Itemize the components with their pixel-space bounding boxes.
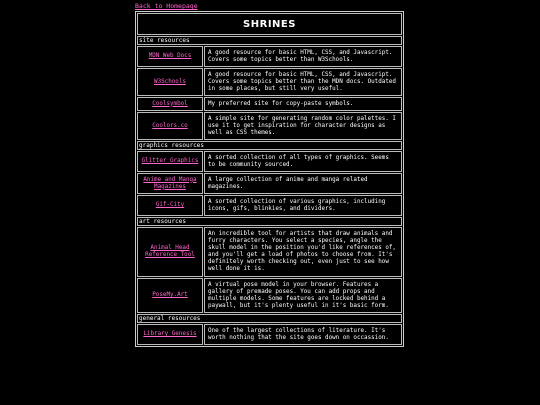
gif-city-link[interactable]: Gif-City [155,202,185,208]
section-row [137,217,402,226]
link-cell [137,173,203,194]
table-row [137,227,402,277]
description-cell: An incredible tool for artists that draw animals and furry characters. You select a species, angle the skull model in the position you'd like references of, and you'll get a load of photos to choose from. It's definitely worth checking out, even just to see how well done it is. [204,227,402,277]
description-cell: A sorted collection of all types of graphics. Seems to be community sourced. [204,151,402,172]
mdn-web-docs-link[interactable]: MDN Web Docs [148,53,192,59]
glitter-graphics-link[interactable]: Glitter Graphics [141,158,199,164]
section-header-general-resources: general resources [137,314,402,323]
description-cell: A simple site for generating random color palettes. I use it to get inspiration for character designs as well as CSS themes. [204,112,402,140]
description-cell: A large collection of anime and manga related magazines. [204,173,402,194]
posemy-art-link[interactable]: PoseMy.Art [152,292,188,298]
link-cell [137,112,203,140]
table-row [137,278,402,313]
section-row [137,141,402,150]
section-header-art-resources: art resources [137,217,402,226]
link-cell [137,227,203,277]
link-cell [137,324,203,345]
title-row [137,13,402,35]
section-header-site-resources: site resources [137,36,402,45]
table-row [137,68,402,96]
table-row [137,112,402,140]
table-row [137,46,402,67]
description-cell: A good resource for basic HTML, CSS, and Javascript. Covers some topics better than W3Schools. [204,46,402,67]
library-genesis-link[interactable]: Library Genesis [143,331,197,337]
table-row [137,324,402,345]
description-cell: A sorted collection of various graphics, including icons, gifs, blinkies, and dividers. [204,195,402,216]
table-row [137,173,402,194]
table-row [137,195,402,216]
link-cell [137,68,203,96]
description-cell: My preferred site for copy-paste symbols. [204,97,402,111]
section-row [137,36,402,45]
link-cell [137,278,203,313]
table-row [137,151,402,172]
animal-head-reference-link[interactable]: Animal Head Reference Tool [145,245,195,258]
table-row [137,97,402,111]
link-cell [137,46,203,67]
description-cell: One of the largest collections of literature. It's worth nothing that the site goes down on occassion. [204,324,402,345]
section-row [137,314,402,323]
link-cell [137,97,203,111]
coolors-link[interactable]: Coolors.co [152,122,188,129]
back-to-homepage-link[interactable]: Back to Homepage [135,2,198,10]
anime-manga-magazines-link[interactable]: Anime and Manga Magazines [143,176,197,190]
page-title: SHRINES [137,13,402,35]
shrines-table [135,11,404,347]
w3schools-link[interactable]: W3Schools [154,78,186,85]
link-cell [137,195,203,216]
coolsymbol-link[interactable]: Coolsymbol [152,100,188,107]
section-header-graphics-resources: graphics resources [137,141,402,150]
description-cell: A good resource for basic HTML, CSS, and Javascript. Covers some topics better than the MDN docs. Outdated in some places, but still very useful. [204,68,402,96]
link-cell [137,151,203,172]
description-cell: A virtual pose model in your browser. Features a gallery of premade poses. You can add props and multiple models. Some features are locked behind a paywall, but it's plenty useful in it's basic form. [204,278,402,313]
